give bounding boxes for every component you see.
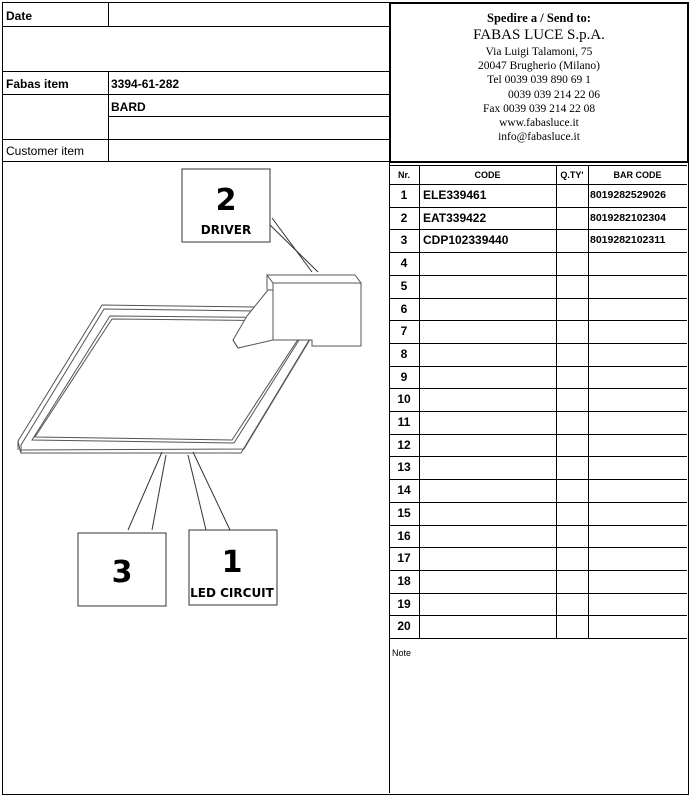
row-number: 3 [400,233,408,248]
table-row [389,502,687,525]
table-row [389,252,687,275]
callout-number-3: 3 [111,555,133,590]
fabas-item-name: BARD [111,100,146,114]
grid-line [389,165,687,166]
table-row [389,298,687,321]
address-line: Fax 0039 039 214 22 08 [482,103,596,115]
note-field[interactable] [392,662,682,788]
callout-number-driver: 2 [215,183,237,218]
row-number: 17 [397,551,411,566]
fabas-item-label: Fabas item [6,77,69,91]
row-number: 2 [400,210,408,225]
table-row [389,411,687,434]
callout-number-led: 1 [221,545,243,580]
row-number: 20 [397,619,411,634]
row-number: 18 [397,573,411,588]
row-number: 8 [400,346,408,361]
row-number: 9 [400,369,408,384]
table-row [389,366,687,389]
table-row [389,275,687,298]
address-line: info@fabasluce.it [498,131,580,143]
callout-label-led: LED CIRCUIT [190,586,274,600]
callout-label-driver: DRIVER [200,223,252,237]
row-number: 4 [400,256,408,271]
sender-heading: Spedire a / Send to: [487,11,591,25]
barcode-value: 8019282102304 [590,211,666,224]
row-number: 19 [397,596,411,611]
row-number: 11 [397,415,411,429]
column-header-qty: Q.TY' [560,170,584,180]
address-line: Tel 0039 039 890 69 1 [487,74,591,86]
sender-company: FABAS LUCE S.p.A. [473,27,605,43]
part-code: CDP102339440 [423,233,509,248]
barcode-value: 8019282529026 [590,189,666,201]
table-row [389,593,687,616]
table-row [389,570,687,593]
row-number: 1 [400,188,408,202]
date-label: Date [6,9,33,23]
row-number: 7 [400,324,408,339]
table-row [389,479,687,502]
row-number: 16 [397,528,411,543]
table-row [389,525,687,548]
address-line: 20047 Brugherio (Milano) [477,60,600,72]
column-header-code: CODE [474,170,501,180]
row-number: 12 [397,437,411,452]
row-number: 10 [397,392,411,407]
table-row [389,388,687,411]
driver-drawing [233,275,361,348]
customer-item-label: Customer item [6,144,85,158]
table-row [389,547,687,570]
fabas-item-code: 3394-61-282 [111,77,180,91]
part-code: EAT339422 [423,210,487,225]
address-line: Via Luigi Talamoni, 75 [485,46,593,58]
table-row [389,320,687,343]
part-code: ELE339461 [423,188,487,202]
row-number: 5 [400,278,408,293]
row-number: 14 [397,483,411,498]
row-number: 6 [400,301,408,316]
address-line: 0039 039 214 22 06 [508,89,600,101]
note-label: Note [392,648,412,658]
column-header-barcode: BAR CODE [613,170,662,180]
address-line: www.fabasluce.it [499,117,579,129]
table-row [389,456,687,479]
column-header-nr: Nr. [397,170,410,180]
table-row [389,615,687,638]
row-number: 13 [397,460,411,475]
table-row [389,434,687,457]
grid-line [389,638,687,639]
barcode-value: 8019282102311 [590,234,666,247]
row-number: 15 [397,505,411,520]
table-row [389,343,687,366]
